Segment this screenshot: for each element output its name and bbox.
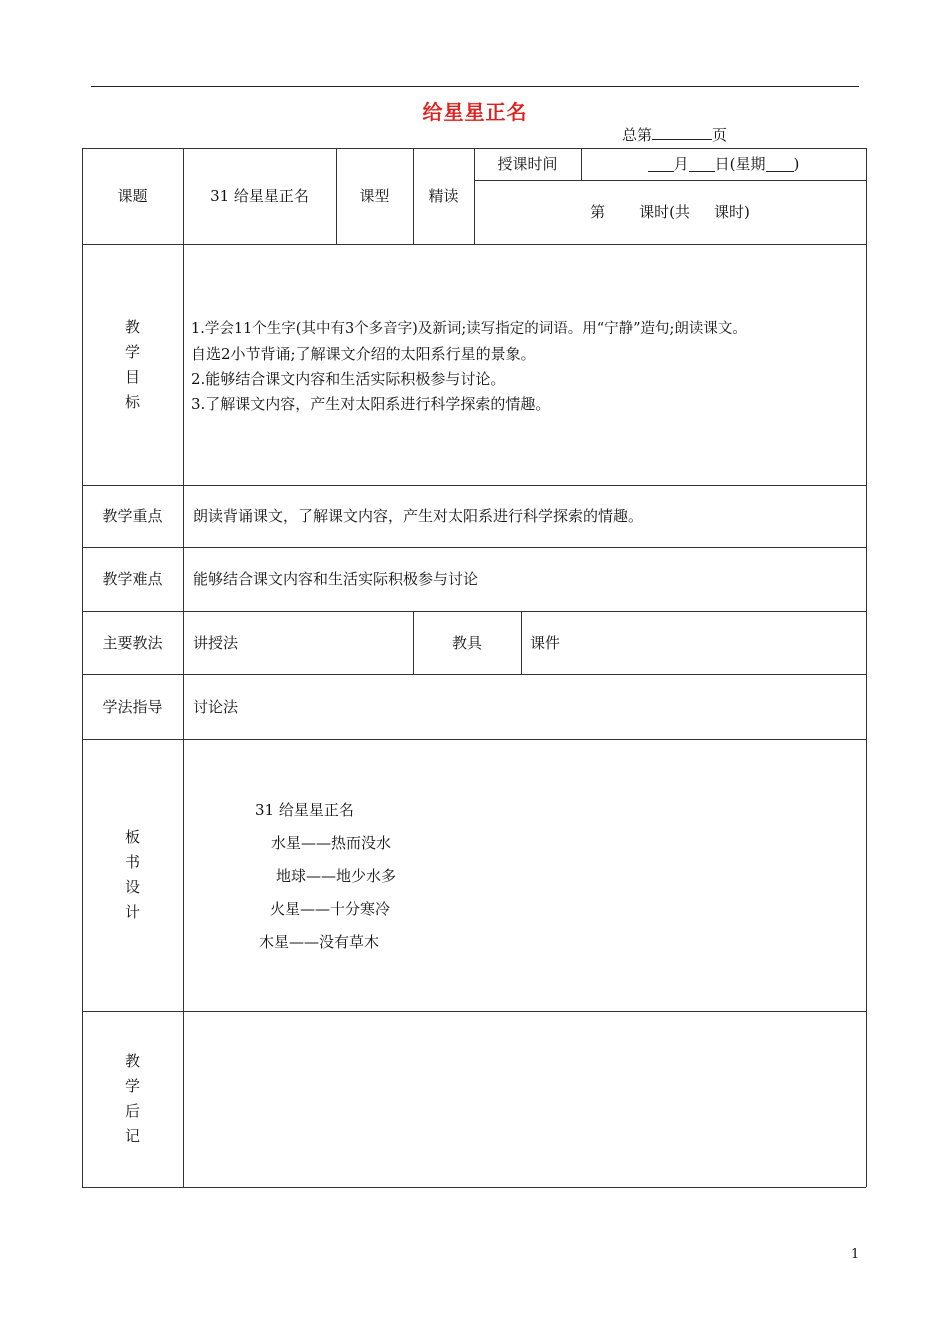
- board-line: 火星——十分寒冷: [270, 900, 391, 918]
- page-count: [622, 124, 727, 145]
- goals-label-char: 目: [124, 367, 140, 386]
- difficulties-value: 能够结合课文内容和生活实际积极参与讨论: [193, 570, 479, 588]
- reflection-content[interactable]: [184, 1012, 865, 1186]
- period-first: 第: [590, 203, 606, 221]
- reflection-label-char: 学: [124, 1077, 140, 1095]
- tools-label: 教具: [451, 633, 482, 652]
- period-last: 课时): [714, 203, 750, 221]
- board-label-char: 设: [124, 878, 140, 896]
- method-label: 主要教法: [102, 633, 163, 652]
- document-title: 给星星正名: [422, 100, 528, 124]
- goal-line: 自选2小节背诵;了解课文介绍的太阳系行星的景象。: [191, 345, 536, 363]
- weekday-blank[interactable]: [766, 157, 794, 172]
- key-points-label: 教学重点: [102, 507, 163, 525]
- goal-line: 2.能够结合课文内容和生活实际积极参与讨论。: [191, 370, 506, 388]
- header-rule: [91, 86, 859, 87]
- period-field[interactable]: [474, 180, 866, 244]
- page-count-prefix: 总第: [622, 126, 653, 144]
- board-label-char: 计: [124, 903, 140, 921]
- page-count-blank[interactable]: [652, 125, 712, 140]
- page-count-suffix: 页: [712, 126, 728, 144]
- date-close: ): [793, 155, 800, 173]
- board-line: 水星——热而没水: [271, 834, 392, 852]
- goal-line: 3.了解课文内容，产生对太阳系进行科学探索的情趣。: [191, 395, 551, 413]
- board-line: 31 给星星正名: [255, 801, 354, 819]
- month-blank[interactable]: [648, 157, 674, 172]
- goals-content: [191, 317, 866, 417]
- study-guide-value: 讨论法: [193, 697, 239, 716]
- key-points-value: 朗读背诵课文，了解课文内容，产生对太阳系进行科学探索的情趣。: [193, 507, 644, 525]
- time-label: 授课时间: [497, 155, 558, 173]
- type-value: 精读: [428, 187, 459, 205]
- goals-label-char: 学: [124, 342, 140, 361]
- board-line: 木星——没有草木: [259, 933, 380, 951]
- topic-label: 课题: [117, 187, 148, 205]
- period-mid: 课时(共: [639, 203, 690, 221]
- board-line: 地球——地少水多: [276, 867, 397, 885]
- weekday-label: 日(星期: [714, 155, 766, 173]
- day-blank[interactable]: [689, 157, 715, 172]
- board-label-char: 板: [124, 828, 140, 846]
- reflection-label: [82, 1011, 183, 1187]
- reflection-label-char: 后: [124, 1102, 140, 1120]
- study-guide-label: 学法指导: [102, 697, 163, 716]
- date-field[interactable]: [581, 148, 866, 180]
- month-label: 月: [673, 155, 689, 173]
- goals-label: [82, 244, 183, 485]
- goal-line: 1.学会11个生字(其中有3个多音字)及新词;读写指定的词语。用“宁静”造句;朗读课文。: [191, 321, 747, 337]
- method-value: 讲授法: [193, 633, 239, 652]
- board-label: [82, 739, 183, 1011]
- goals-label-char: 标: [124, 392, 140, 411]
- difficulties-label: 教学难点: [102, 570, 163, 588]
- reflection-label-char: 教: [124, 1052, 140, 1070]
- tools-value: 课件: [530, 633, 561, 652]
- type-label: 课型: [359, 187, 390, 205]
- reflection-label-char: 记: [124, 1127, 140, 1145]
- board-label-char: 书: [124, 853, 140, 871]
- topic-value: 31 给星星正名: [210, 187, 309, 205]
- page-number: 1: [851, 1247, 860, 1262]
- goals-label-char: 教: [124, 317, 140, 336]
